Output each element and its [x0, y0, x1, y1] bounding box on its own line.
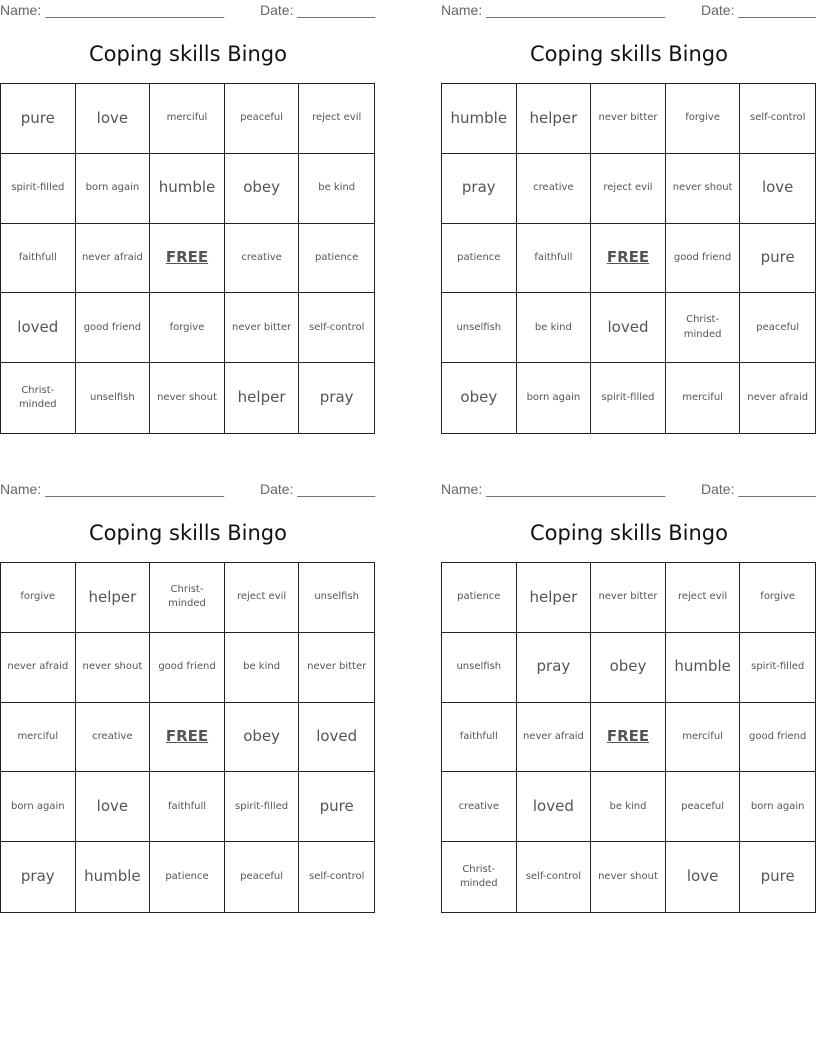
bingo-cell[interactable]: never afraid — [76, 224, 151, 294]
bingo-cell[interactable]: reject evil — [591, 154, 666, 224]
bingo-cell[interactable]: pray — [517, 633, 592, 703]
bingo-cell[interactable]: spirit-filled — [591, 363, 666, 433]
bingo-cell[interactable]: never shout — [76, 633, 151, 703]
card-title: Coping skills Bingo — [530, 42, 728, 66]
bingo-cell[interactable]: pray — [319, 388, 354, 407]
bingo-cell[interactable]: Christ-minded — [442, 842, 517, 912]
bingo-cell[interactable]: humble — [442, 84, 517, 154]
bingo-cell[interactable]: merciful — [666, 703, 741, 773]
free-space-cell[interactable]: FREE — [591, 224, 666, 294]
bingo-cell[interactable]: creative — [76, 703, 151, 773]
bingo-card — [0, 479, 376, 919]
bingo-cell[interactable]: loved — [1, 293, 76, 363]
bingo-cell[interactable]: merciful — [1, 703, 76, 773]
bingo-cell[interactable]: pray — [442, 154, 517, 224]
bingo-cell[interactable]: peaceful — [225, 84, 300, 154]
date-field[interactable]: Date: __________ — [701, 481, 816, 497]
bingo-cell[interactable]: merciful — [666, 363, 741, 433]
bingo-cell[interactable]: helper — [517, 84, 592, 154]
bingo-cell[interactable]: be kind — [517, 293, 592, 363]
card-title: Coping skills Bingo — [89, 42, 287, 66]
bingo-cell[interactable]: Christ-minded — [666, 293, 741, 363]
bingo-cell[interactable]: creative — [442, 772, 517, 842]
bingo-cell[interactable]: forgive — [740, 563, 815, 633]
bingo-cell[interactable]: patience — [442, 563, 517, 633]
free-space-cell[interactable]: FREE — [150, 703, 225, 773]
bingo-cell[interactable]: faithfull — [442, 703, 517, 773]
bingo-cell[interactable]: unselfish — [442, 633, 517, 703]
bingo-cell[interactable]: never afraid — [1, 633, 76, 703]
bingo-cell[interactable]: love — [740, 154, 815, 224]
bingo-cell[interactable]: peaceful — [740, 293, 815, 363]
bingo-cell[interactable]: spirit-filled — [1, 154, 76, 224]
free-space-cell[interactable]: FREE — [150, 224, 225, 294]
bingo-cell[interactable]: unselfish — [299, 563, 374, 633]
card-header — [441, 2, 816, 20]
bingo-cell[interactable]: pure — [299, 772, 374, 842]
bingo-cell[interactable]: spirit-filled — [740, 633, 815, 703]
bingo-cell[interactable]: forgive — [150, 293, 225, 363]
bingo-cell[interactable]: never bitter — [225, 293, 300, 363]
bingo-cell[interactable]: reject evil — [666, 563, 741, 633]
bingo-cell[interactable]: born again — [1, 772, 76, 842]
bingo-cell[interactable]: humble — [666, 633, 741, 703]
card-header — [0, 2, 376, 20]
name-field[interactable]: Name: _______________________ — [441, 2, 666, 18]
card-header — [441, 481, 816, 499]
bingo-cell[interactable]: creative — [517, 154, 592, 224]
bingo-cell[interactable]: pure — [760, 867, 795, 886]
bingo-grid — [0, 562, 375, 913]
bingo-cell[interactable]: self-control — [299, 293, 374, 363]
bingo-cell[interactable]: patience — [150, 842, 225, 912]
bingo-cell[interactable]: patience — [299, 224, 374, 294]
bingo-cell[interactable]: be kind — [225, 633, 300, 703]
name-field[interactable]: Name: _______________________ — [441, 481, 666, 497]
bingo-cell[interactable]: unselfish — [76, 363, 151, 433]
bingo-cell[interactable]: humble — [76, 842, 151, 912]
bingo-cell[interactable]: love — [666, 842, 741, 912]
bingo-card — [441, 0, 816, 440]
bingo-cell[interactable]: Christ-minded — [1, 363, 76, 433]
bingo-cell[interactable]: self-control — [308, 870, 365, 882]
bingo-cell[interactable]: obey — [591, 633, 666, 703]
date-field[interactable]: Date: __________ — [701, 2, 816, 18]
bingo-cell[interactable]: never shout — [150, 363, 225, 433]
bingo-cell[interactable]: pure — [740, 224, 815, 294]
bingo-cell[interactable]: good friend — [150, 633, 225, 703]
bingo-card — [441, 479, 816, 919]
bingo-cell[interactable]: good friend — [740, 703, 815, 773]
bingo-cell[interactable]: peaceful — [225, 842, 300, 912]
bingo-cell[interactable]: good friend — [76, 293, 151, 363]
card-header — [0, 481, 376, 499]
bingo-cell[interactable]: self-control — [740, 84, 815, 154]
bingo-cell[interactable]: peaceful — [666, 772, 741, 842]
bingo-cell[interactable]: obey — [225, 154, 300, 224]
date-field[interactable]: Date: __________ — [260, 481, 376, 497]
card-title: Coping skills Bingo — [530, 521, 728, 545]
bingo-cell[interactable]: obey — [442, 363, 517, 433]
bingo-cell[interactable]: merciful — [150, 84, 225, 154]
bingo-cell[interactable]: faithfull — [1, 224, 76, 294]
bingo-grid — [441, 83, 816, 434]
bingo-cell[interactable]: never shout — [666, 154, 741, 224]
free-space-cell[interactable]: FREE — [591, 703, 666, 773]
bingo-cell[interactable]: never bitter — [591, 84, 666, 154]
bingo-cell[interactable]: humble — [150, 154, 225, 224]
bingo-cell[interactable]: faithfull — [517, 224, 592, 294]
bingo-cell[interactable]: creative — [225, 224, 300, 294]
bingo-cell[interactable]: born again — [76, 154, 151, 224]
bingo-cell[interactable]: reject evil — [225, 563, 300, 633]
name-field[interactable]: Name: _______________________ — [0, 2, 225, 18]
bingo-cell[interactable]: love — [76, 772, 151, 842]
bingo-cell[interactable]: self-control — [517, 842, 592, 912]
bingo-cell[interactable]: helper — [225, 363, 300, 433]
bingo-cell[interactable]: obey — [225, 703, 300, 773]
bingo-cell[interactable]: forgive — [1, 563, 76, 633]
bingo-cell[interactable]: love — [76, 84, 151, 154]
bingo-cell[interactable]: pure — [1, 84, 76, 154]
bingo-cell[interactable]: be kind — [299, 154, 374, 224]
bingo-cell[interactable]: forgive — [666, 84, 741, 154]
date-field[interactable]: Date: __________ — [260, 2, 376, 18]
bingo-cell[interactable]: born again — [740, 772, 815, 842]
bingo-cell[interactable]: helper — [76, 563, 151, 633]
bingo-cell[interactable]: faithfull — [150, 772, 225, 842]
bingo-grid — [0, 83, 375, 434]
bingo-card — [0, 0, 376, 440]
bingo-cell[interactable]: reject evil — [299, 84, 374, 154]
bingo-cell[interactable]: pray — [1, 842, 76, 912]
bingo-cell[interactable]: loved — [517, 772, 592, 842]
bingo-cell[interactable]: spirit-filled — [225, 772, 300, 842]
bingo-cell[interactable]: unselfish — [442, 293, 517, 363]
bingo-cell[interactable]: Christ-minded — [150, 563, 225, 633]
bingo-cell[interactable]: be kind — [591, 772, 666, 842]
bingo-cell[interactable]: loved — [591, 293, 666, 363]
bingo-cell[interactable]: good friend — [666, 224, 741, 294]
bingo-cell[interactable]: never bitter — [591, 563, 666, 633]
bingo-cell[interactable]: never afraid — [517, 703, 592, 773]
bingo-cell[interactable]: never afraid — [747, 391, 809, 403]
card-title: Coping skills Bingo — [89, 521, 287, 545]
bingo-cell[interactable]: born again — [517, 363, 592, 433]
bingo-cell[interactable]: helper — [517, 563, 592, 633]
bingo-cell[interactable]: never shout — [591, 842, 666, 912]
name-field[interactable]: Name: _______________________ — [0, 481, 225, 497]
bingo-cell[interactable]: patience — [442, 224, 517, 294]
bingo-grid — [441, 562, 816, 913]
bingo-cell[interactable]: never bitter — [299, 633, 374, 703]
bingo-cell[interactable]: loved — [299, 703, 374, 773]
